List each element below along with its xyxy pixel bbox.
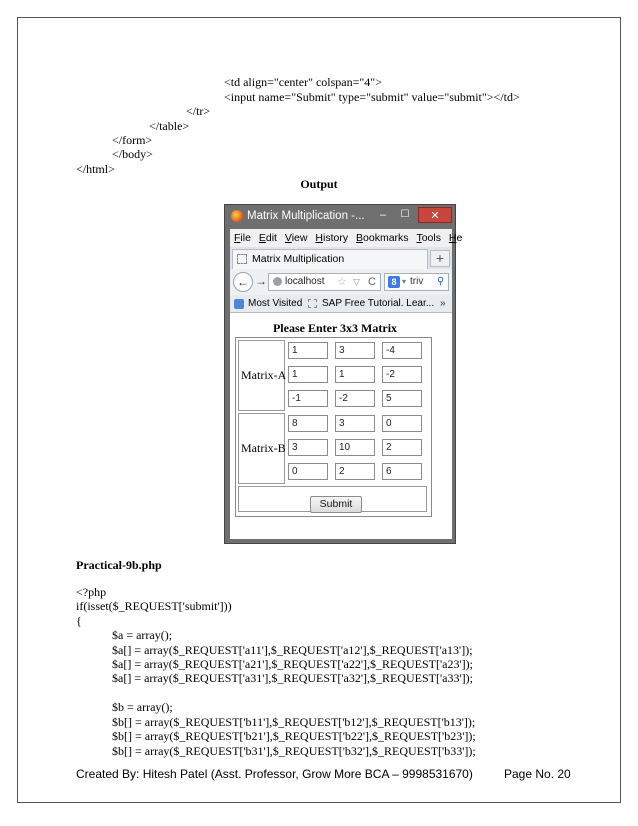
tab-label: Matrix Multiplication [252, 253, 345, 265]
search-bar[interactable] [384, 273, 449, 291]
code-line: $a[] = array($_REQUEST['a21'],$_REQUEST['a22'],$_REQUEST['a23']); [112, 657, 473, 671]
menu-help[interactable]: He [448, 232, 463, 244]
matrix-a-label: Matrix-A [241, 368, 287, 382]
input-b22[interactable]: 10 [335, 439, 375, 456]
input-b13[interactable]: 0 [382, 415, 422, 432]
browser-titlebar [225, 205, 455, 229]
most-visited-icon [234, 299, 244, 309]
input-a13[interactable]: -4 [382, 342, 422, 359]
section-title: Practical-9b.php [76, 558, 162, 572]
tab-matrix-multiplication[interactable] [232, 249, 428, 269]
page-number: Page No. 20 [504, 767, 571, 781]
code-line: $a[] = array($_REQUEST['a11'],$_REQUEST['a12'],$_REQUEST['a13']); [112, 643, 473, 657]
input-b21[interactable]: 3 [288, 439, 328, 456]
globe-icon [273, 277, 282, 286]
page-icon [308, 299, 317, 308]
input-a31[interactable]: -1 [288, 390, 328, 407]
bookmark-star-icon[interactable]: ☆ [337, 276, 347, 288]
code-line: $b[] = array($_REQUEST['b11'],$_REQUEST['b12'],$_REQUEST['b13']); [112, 715, 476, 729]
code-line: $a = array(); [112, 628, 173, 642]
new-tab-button[interactable]: + [430, 250, 450, 267]
code-line: </body> [112, 147, 153, 161]
matrix-b-label: Matrix-B [241, 441, 286, 455]
page-content [230, 313, 452, 539]
input-a21[interactable]: 1 [288, 366, 328, 383]
code-line: <input name="Submit" type="submit" value="submit"></td> [224, 90, 520, 104]
bookmarks-toolbar [230, 295, 452, 313]
more-bookmarks-icon[interactable]: » [440, 298, 446, 309]
window-title: Matrix Multiplication -... [247, 210, 365, 222]
input-b32[interactable]: 2 [335, 463, 375, 480]
page-icon [237, 254, 247, 264]
back-button[interactable]: ← [233, 272, 253, 292]
input-b11[interactable]: 8 [288, 415, 328, 432]
code-line: $b = array(); [112, 700, 173, 714]
menu-view[interactable]: View [284, 232, 308, 244]
bookmark-sap-tutorial[interactable]: SAP Free Tutorial. Lear... [322, 298, 435, 309]
reload-icon[interactable]: C [368, 276, 376, 288]
code-line: $b[] = array($_REQUEST['b31'],$_REQUEST['b32'],$_REQUEST['b33']); [112, 744, 476, 758]
menu-history[interactable]: History [315, 232, 349, 244]
input-a22[interactable]: 1 [335, 366, 375, 383]
forward-button[interactable]: → [255, 274, 267, 288]
browser-screenshot [224, 204, 463, 544]
input-a32[interactable]: -2 [335, 390, 375, 407]
menu-tools[interactable]: Tools [416, 232, 441, 244]
code-line: if(isset($_REQUEST['submit'])) [76, 599, 232, 613]
url-text: localhost [285, 276, 325, 287]
close-button[interactable]: ✕ [418, 207, 452, 223]
input-a11[interactable]: 1 [288, 342, 328, 359]
input-a12[interactable]: 3 [335, 342, 375, 359]
form-heading: Please Enter 3x3 Matrix [272, 321, 398, 335]
input-a23[interactable]: -2 [382, 366, 422, 383]
input-b23[interactable]: 2 [382, 439, 422, 456]
url-bar[interactable] [268, 273, 381, 291]
footer-credit: Created By: Hitesh Patel (Asst. Professor, Grow More BCA – 9998531670) [76, 767, 473, 781]
code-line: </table> [149, 119, 190, 133]
input-b33[interactable]: 6 [382, 463, 422, 480]
maximize-button[interactable]: ☐ [400, 209, 410, 220]
tab-strip [230, 247, 452, 269]
code-line: $b[] = array($_REQUEST['b21'],$_REQUEST['b22'],$_REQUEST['b23']); [112, 729, 476, 743]
minimize-button[interactable]: – [379, 209, 387, 221]
code-line: </html> [76, 162, 115, 176]
navigation-bar [230, 269, 452, 295]
menu-edit[interactable]: Edit [258, 232, 277, 244]
code-line: { [76, 614, 82, 628]
code-line: </tr> [186, 104, 211, 118]
submit-button[interactable]: Submit [310, 496, 362, 513]
code-line: <td align="center" colspan="4"> [224, 75, 382, 89]
search-icon[interactable]: ⚲ [437, 276, 445, 287]
input-b31[interactable]: 0 [288, 463, 328, 480]
search-engine-icon[interactable]: 8 [388, 276, 400, 288]
search-engine-dropdown-icon[interactable]: ▾ [402, 277, 407, 286]
code-line: </form> [112, 133, 153, 147]
menu-bar [230, 229, 463, 247]
code-line: <?php [76, 585, 107, 599]
menu-file[interactable]: File [234, 232, 251, 244]
menu-bookmarks[interactable]: Bookmarks [356, 232, 409, 244]
firefox-logo-icon [231, 210, 243, 222]
bookmark-most-visited[interactable]: Most Visited [248, 298, 303, 309]
code-line: $a[] = array($_REQUEST['a31'],$_REQUEST['a32'],$_REQUEST['a33']); [112, 671, 473, 685]
input-a33[interactable]: 5 [382, 390, 422, 407]
url-dropdown-icon[interactable]: ▽ [353, 277, 360, 287]
input-b12[interactable]: 3 [335, 415, 375, 432]
search-text: triv [410, 276, 424, 287]
matrix-form-table [235, 337, 432, 517]
output-heading: Output [300, 177, 338, 191]
